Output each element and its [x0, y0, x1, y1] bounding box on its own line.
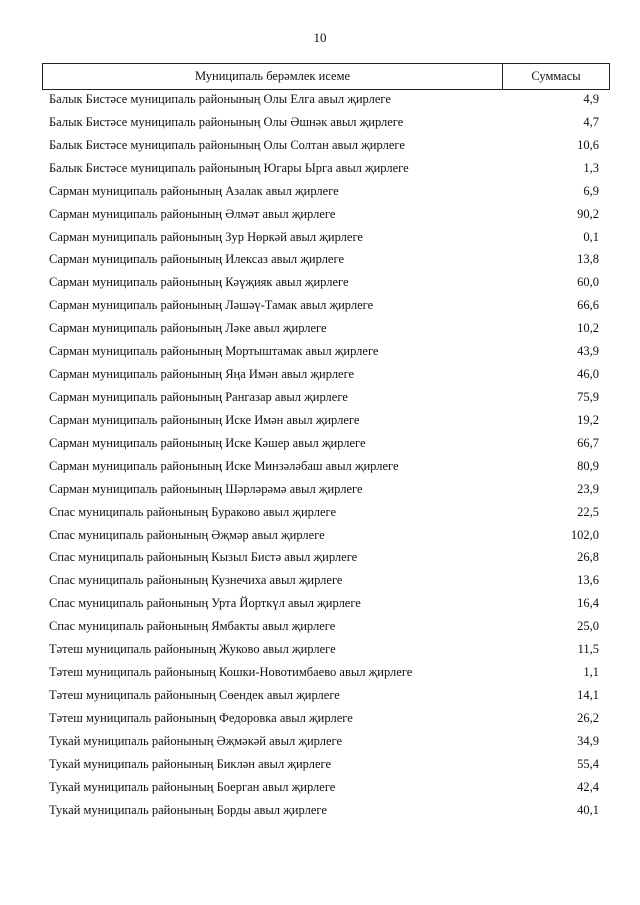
row-value: 11,5 — [577, 642, 599, 657]
table-row — [0, 342, 640, 365]
row-value: 4,7 — [583, 114, 599, 129]
row-value: 19,2 — [577, 412, 599, 427]
row-name: Балык Бистәсе муниципаль районының Олы Әшнәк авыл җирлеге — [49, 114, 404, 129]
column-header-sum: Суммасы — [531, 69, 581, 83]
row-name: Тукай муниципаль районының Боерган авыл җирлеге — [49, 779, 336, 794]
row-value: 0,1 — [583, 229, 599, 244]
table-row — [0, 250, 640, 273]
row-name: Сарман муниципаль районының Кәүҗияк авыл җирлеге — [49, 275, 349, 290]
row-name: Тукай муниципаль районының Биклән авыл җирлеге — [49, 756, 332, 771]
table-row — [0, 273, 640, 296]
row-value: 1,3 — [583, 160, 599, 175]
table-row — [0, 709, 640, 732]
table-row — [0, 801, 640, 824]
row-value: 40,1 — [577, 802, 599, 817]
table-row — [0, 640, 640, 663]
row-value: 6,9 — [583, 183, 599, 198]
row-name: Сарман муниципаль районының Шәрләрәмә авыл җирлеге — [49, 481, 363, 496]
row-value: 16,4 — [577, 596, 599, 611]
row-value: 42,4 — [577, 779, 599, 794]
row-name: Сарман муниципаль районының Иске Минзәләбаш авыл җирлеге — [49, 458, 399, 473]
table-row — [0, 617, 640, 640]
table-row — [0, 686, 640, 709]
row-name: Тәтеш муниципаль районының Кошки-Новотимбаево авыл җирлеге — [49, 665, 413, 680]
row-value: 75,9 — [577, 389, 599, 404]
table-row — [0, 526, 640, 549]
row-value: 90,2 — [577, 206, 599, 221]
row-name: Балык Бистәсе муниципаль районының Югары Ырга авыл җирлеге — [49, 160, 409, 175]
row-name: Тәтеш муниципаль районының Сөендек авыл җирлеге — [49, 687, 340, 702]
table-row — [0, 205, 640, 228]
table-row — [0, 480, 640, 503]
table-row — [0, 113, 640, 136]
row-name: Спас муниципаль районының Урта Йорткүл авыл җирлеге — [49, 596, 361, 611]
row-name: Сарман муниципаль районының Ләке авыл җирлеге — [49, 321, 327, 336]
row-name: Сарман муниципаль районының Иске Имән авыл җирлеге — [49, 412, 360, 427]
row-name: Тукай муниципаль районының Борды авыл җирлеге — [49, 802, 327, 817]
table-row — [0, 136, 640, 159]
table-row — [0, 663, 640, 686]
row-name: Сарман муниципаль районының Иске Кәшер авыл җирлеге — [49, 435, 366, 450]
row-name: Спас муниципаль районының Бураково авыл җирлеге — [49, 504, 337, 519]
table-row — [0, 159, 640, 182]
column-header-name: Муниципаль берәмлек исеме — [43, 64, 503, 89]
row-value: 26,8 — [577, 550, 599, 565]
table-row — [0, 90, 640, 113]
row-value: 13,8 — [577, 252, 599, 267]
row-name: Сарман муниципаль районының Яңа Имән авыл җирлеге — [49, 367, 355, 382]
row-name: Сарман муниципаль районының Зур Нөркәй авыл җирлеге — [49, 229, 363, 244]
row-value: 66,7 — [577, 435, 599, 450]
row-value: 26,2 — [577, 710, 599, 725]
row-value: 1,1 — [583, 665, 599, 680]
table-row — [0, 755, 640, 778]
row-value: 23,9 — [577, 481, 599, 496]
row-value: 25,0 — [577, 619, 599, 634]
row-name: Тәтеш муниципаль районының Федоровка авыл җирлеге — [49, 710, 353, 725]
table-row — [0, 319, 640, 342]
row-value: 43,9 — [577, 344, 599, 359]
row-name: Сарман муниципаль районының Азалак авыл җирлеге — [49, 183, 339, 198]
row-value: 4,9 — [583, 92, 599, 106]
table-body — [0, 90, 640, 824]
table-header — [42, 63, 610, 90]
table-row — [0, 434, 640, 457]
table-row — [0, 503, 640, 526]
row-name: Сарман муниципаль районының Әлмәт авыл җирлеге — [49, 206, 336, 221]
table-row — [0, 732, 640, 755]
row-value: 46,0 — [577, 367, 599, 382]
row-name: Балык Бистәсе муниципаль районының Олы Елга авыл җирлеге — [49, 92, 391, 106]
page-number: 10 — [313, 30, 327, 45]
row-value: 13,6 — [577, 573, 599, 588]
row-value: 102,0 — [570, 527, 599, 542]
row-name: Сарман муниципаль районының Ләшәү-Тамак авыл җирлеге — [49, 298, 374, 313]
table-row — [0, 571, 640, 594]
table-row — [0, 388, 640, 411]
row-value: 10,2 — [577, 321, 599, 336]
table-row — [0, 411, 640, 434]
table-row — [0, 296, 640, 319]
table-row — [0, 365, 640, 388]
row-name: Сарман муниципаль районының Мортыштамак авыл җирлеге — [49, 344, 379, 359]
row-name: Балык Бистәсе муниципаль районының Олы Солтан авыл җирлеге — [49, 137, 405, 152]
row-name: Тукай муниципаль районының Әҗмәкәй авыл җирлеге — [49, 733, 343, 748]
table-row — [0, 228, 640, 251]
row-value: 14,1 — [577, 687, 599, 702]
table-row — [0, 548, 640, 571]
row-name: Сарман муниципаль районының Рангазар авыл җирлеге — [49, 389, 348, 404]
row-name: Спас муниципаль районының Кызыл Бистә авыл җирлеге — [49, 550, 358, 565]
row-name: Спас муниципаль районының Ямбакты авыл җирлеге — [49, 619, 336, 634]
row-value: 10,6 — [577, 137, 599, 152]
table-row — [0, 182, 640, 205]
table-row — [0, 594, 640, 617]
table-row — [0, 457, 640, 480]
row-name: Спас муниципаль районының Әҗмәр авыл җирлеге — [49, 527, 325, 542]
row-value: 80,9 — [577, 458, 599, 473]
row-value: 55,4 — [577, 756, 599, 771]
row-value: 22,5 — [577, 504, 599, 519]
row-name: Спас муниципаль районының Кузнечиха авыл җирлеге — [49, 573, 343, 588]
row-value: 34,9 — [577, 733, 599, 748]
row-name: Сарман муниципаль районының Илексаз авыл җирлеге — [49, 252, 344, 267]
row-value: 66,6 — [577, 298, 599, 313]
table-row — [0, 778, 640, 801]
row-name: Тәтеш муниципаль районының Жуково авыл җирлеге — [49, 642, 336, 657]
row-value: 60,0 — [577, 275, 599, 290]
